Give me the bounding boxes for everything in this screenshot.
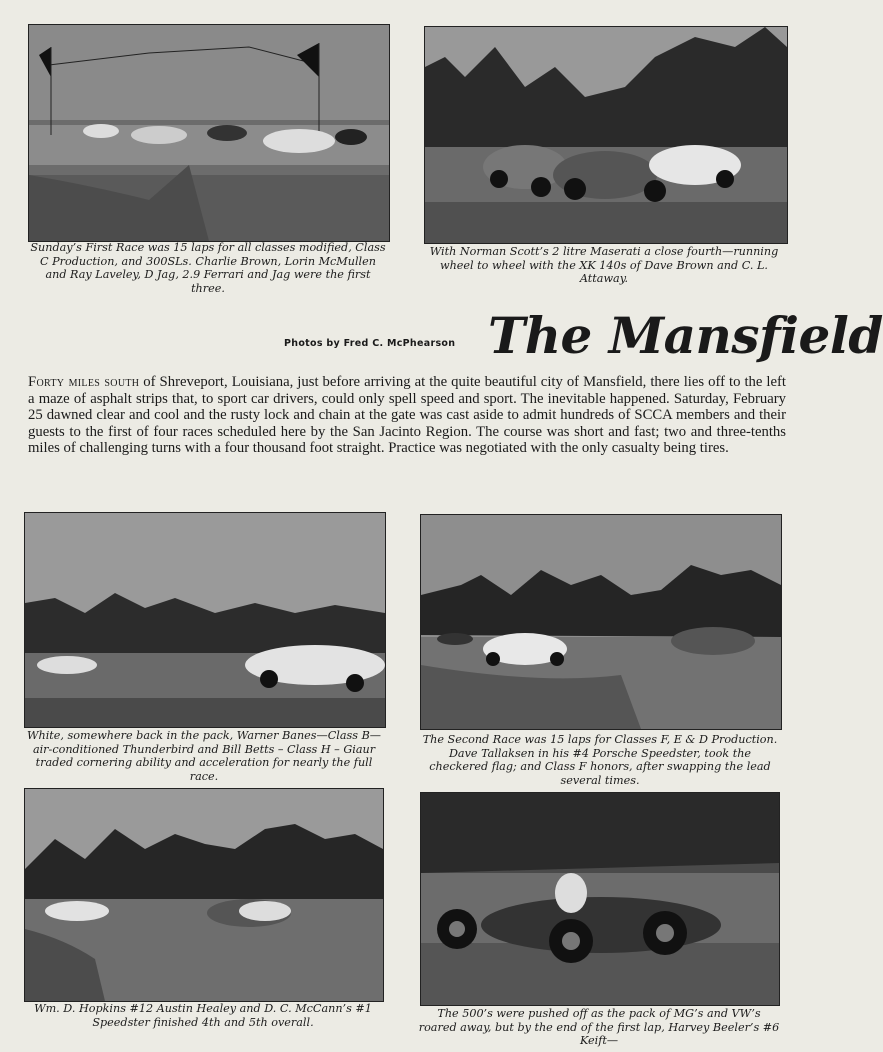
photo-500-racer — [420, 792, 780, 1006]
photo-caption: White, somewhere back in the pack, Warner Banes—Class B—air-conditioned Thunderbird and Bill Betts – Class H – Giaur traded cornering ability and acceleration for nearly the full race. — [27, 729, 381, 783]
photo-maserati — [424, 26, 788, 244]
photo-thunderbird — [24, 512, 386, 728]
photo-caption: The 500’s were pushed off as the pack of MG’s and VW’s roared away, but by the end of the first lap, Harvey Beeler’s #6 Keift— — [418, 1007, 780, 1048]
photo-caption: Sunday’s First Race was 15 laps for all classes modified, Class C Production, and 300SLs. Charlie Brown, Lorin McMullen and Ray Laveley, D Jag, 2.9 Ferrari and Jag were the first three. — [30, 241, 386, 295]
photo-caption: The Second Race was 15 laps for Classes F, E & D Production. Dave Tallaksen in his #4 Porsche Speedster, took the checkered flag; and Class F honors, after swapping the lead several times. — [422, 733, 778, 787]
article-text: of Shreveport, Louisiana, just before arriving at the quite beautiful city of Mansfield, there lies off to the left a maze of asphalt strips that, to sport car drivers, could only spell speed and sport. The inevitable happened. Saturday, February 25 dawned clear and cool and the rusty lock and chain at the gate was cast aside to admit hundreds of SCCA members and their guests to the first of four races scheduled here by the San Jacinto Region. The course was short and fast; two and three-tenths miles of challenging turns with a four thousand foot straight. Practice was negotiated with the only casualty being tires. — [28, 374, 787, 457]
article-body — [28, 374, 786, 457]
photo-porsche — [420, 514, 782, 730]
photo-caption: Wm. D. Hopkins #12 Austin Healey and D. C. McCann’s #1 Speedster finished 4th and 5th overall. — [34, 1002, 372, 1029]
article-headline: The Mansfield — [488, 306, 883, 365]
photo-credit: Photos by Fred C. McPhearson — [284, 338, 456, 349]
photo-caption: With Norman Scott’s 2 litre Maserati a close fourth—running wheel to wheel with the XK 140s of Dave Brown and C. L. Attaway. — [429, 245, 779, 286]
article-lead: Forty miles south — [28, 374, 140, 390]
photo-first-race — [28, 24, 390, 242]
photo-austin-healey — [24, 788, 384, 1002]
